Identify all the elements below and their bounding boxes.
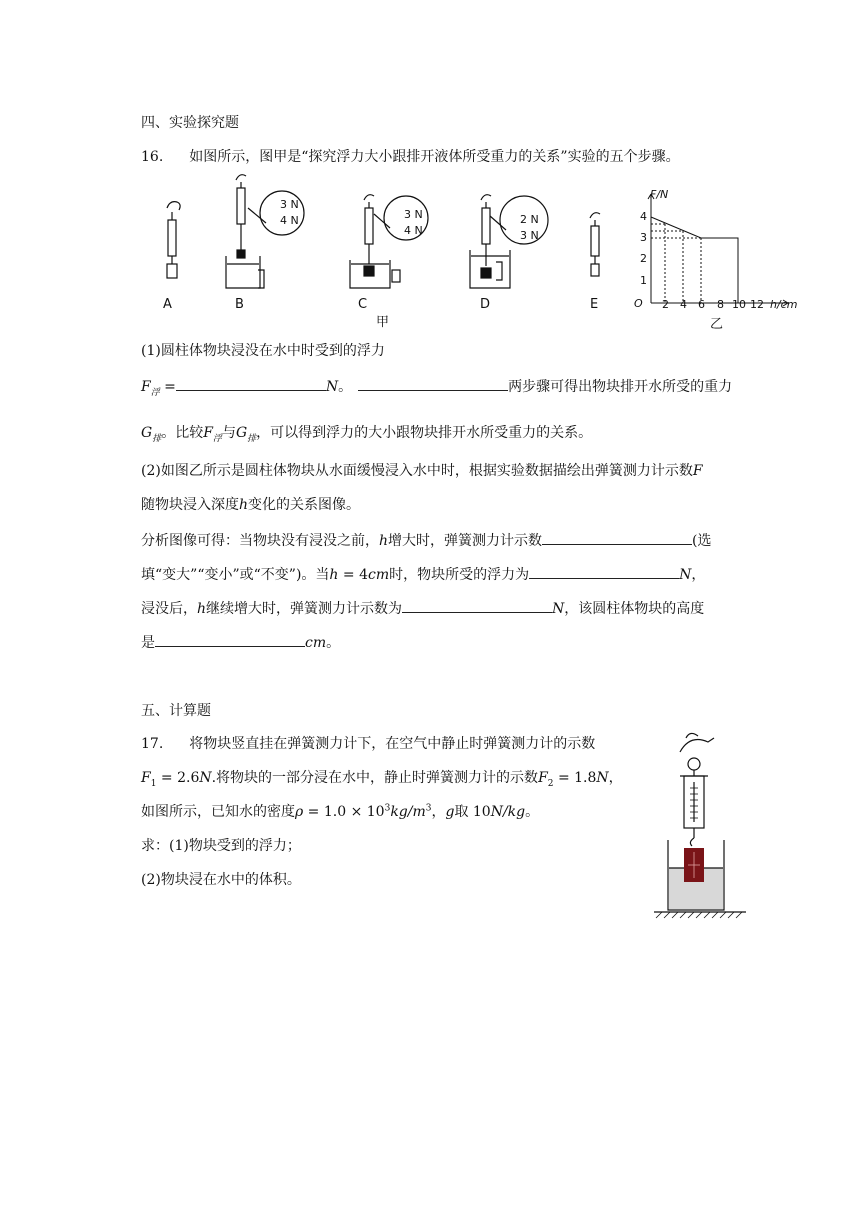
figure-jia-caption: 甲	[376, 315, 390, 330]
ytick-3: 3	[640, 231, 647, 244]
step-label-b: B	[235, 297, 244, 312]
figure-q17	[650, 730, 750, 920]
xtick-10: 10	[732, 298, 746, 311]
readout-b-1: 3 N	[280, 198, 299, 211]
question-stem: 如图所示，图甲是“探究浮力大小跟排开液体所受重力的关系”实验的五个步骤。	[189, 149, 680, 165]
answer-blank-height[interactable]	[155, 632, 305, 647]
q17-ask1: 求：(1)物块受到的浮力；	[141, 838, 301, 854]
step-label-a: A	[163, 297, 172, 312]
q16-part2-line5: 浸没后，h继续增大时，弹簧测力计示数为 N，该圆柱体物块的高度	[141, 598, 704, 618]
question-number: 17.	[141, 736, 164, 752]
step-label-c: C	[358, 297, 368, 312]
answer-blank-buoyancy[interactable]	[176, 376, 326, 391]
q16-part2-line2: 随物块浸入深度h变化的关系图像。	[141, 497, 361, 513]
ytick-4: 4	[640, 210, 647, 223]
step-a-figure	[167, 202, 180, 278]
answer-blank-steps[interactable]	[358, 376, 508, 391]
x-axis-label: h/cm	[770, 298, 798, 311]
ytick-2: 2	[640, 252, 647, 265]
y-axis-label: F/N	[650, 188, 669, 201]
step-e-figure	[590, 213, 600, 276]
q16-part2-line6: 是 cm。	[141, 632, 340, 652]
q17-line2: $F_1 = 2.6N$.将物块的一部分浸在水中，静止时弹簧测力计的示数$F_2 = 1.8N$，	[141, 770, 623, 789]
step-b-figure	[226, 175, 304, 288]
xtick-6: 6	[698, 298, 705, 311]
origin-label: O	[634, 297, 643, 310]
q17-line3: 如图所示，已知水的密度$\rho = 1.0 \times 10^3kg/m^3$，g取 10N/kg。	[141, 803, 540, 820]
figure-yi	[628, 186, 808, 334]
readout-d-2: 3 N	[520, 229, 539, 242]
xtick-8: 8	[717, 298, 724, 311]
xtick-12: 12	[750, 298, 764, 311]
answer-blank-reading[interactable]	[402, 598, 552, 613]
answer-blank-buoyancy-4cm[interactable]	[529, 564, 679, 579]
q16-part2-line4: 填“变大”“变小”或“不变”)。当h = 4cm时，物块所受的浮力为 N，	[141, 564, 705, 584]
answer-blank-trend[interactable]	[542, 530, 692, 545]
q17-ask2: (2)物块浸在水中的体积。	[141, 872, 301, 888]
xtick-2: 2	[662, 298, 669, 311]
q16-part2-line3: 分析图像可得：当物块没有浸没之前，h增大时，弹簧测力计示数 (选	[141, 530, 712, 550]
readout-d-1: 2 N	[520, 213, 539, 226]
figure-jia	[140, 168, 620, 338]
q16-part1-line2: $F_浮 = N$。 两步骤可得出物块排开水所受的重力	[141, 376, 732, 398]
step-label-e: E	[590, 297, 599, 312]
section-heading: 五、计算题	[141, 703, 211, 719]
ytick-1: 1	[640, 274, 647, 287]
readout-b-2: 4 N	[280, 214, 299, 227]
readout-c-1: 3 N	[404, 208, 423, 221]
step-label-d: D	[480, 297, 491, 312]
q16-part1-line3: $G_排$。比较$F_浮$与$G_排$，可以得到浮力的大小跟物块排开水所受重力的关系。	[141, 425, 593, 444]
xtick-4: 4	[680, 298, 687, 311]
question-number: 16.	[141, 149, 164, 165]
q17-line1: 17. 将物块竖直挂在弹簧测力计下，在空气中静止时弹簧测力计的示数	[141, 736, 596, 752]
question-16	[141, 146, 680, 166]
section-heading: 四、实验探究题	[141, 115, 239, 131]
readout-c-2: 4 N	[404, 224, 423, 237]
q16-part1-intro: (1)圆柱体物块浸没在水中时受到的浮力	[141, 343, 385, 359]
graph-line	[651, 217, 738, 303]
figure-yi-caption: 乙	[710, 317, 724, 332]
q16-part2-line1: (2)如图乙所示是圆柱体物块从水面缓慢浸入水中时，根据实验数据描绘出弹簧测力计示数F	[141, 463, 703, 479]
